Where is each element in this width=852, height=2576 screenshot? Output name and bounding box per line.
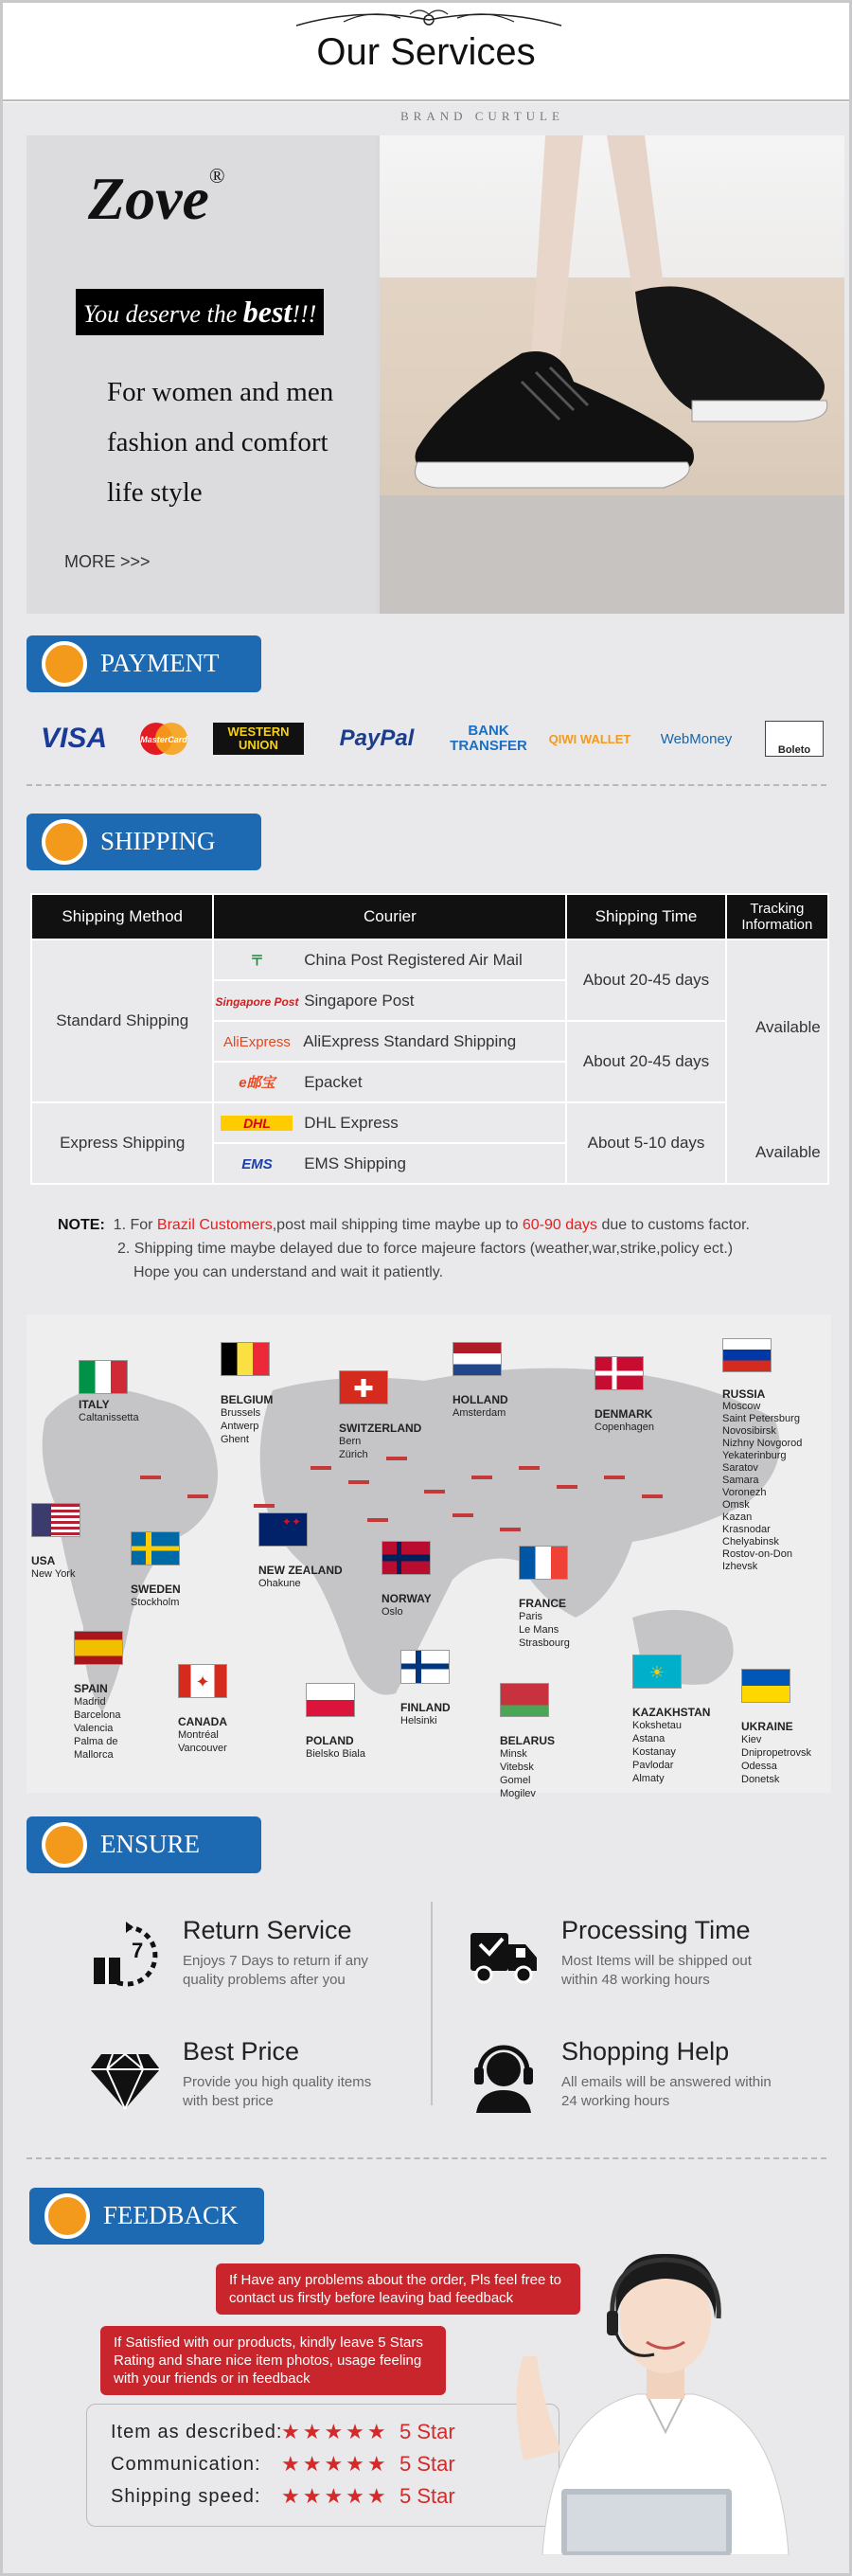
webmoney-logo: WebMoney — [660, 730, 733, 747]
ensure-item-desc: Most Items will be shipped out within 48 working hours — [561, 1953, 752, 1988]
svg-text:7: 7 — [132, 1939, 144, 1962]
five-star-bubble: If Satisfied with our products, kindly leave 5 Stars Rating and share nice item photos, usage feeling with your friends or in feedback — [100, 2326, 446, 2395]
country-ukraine: UKRAINE Kiev Dnipropetrovsk Odessa Donetsk — [741, 1655, 811, 1799]
return-box-icon — [88, 1920, 162, 1994]
column-header: Shipping Method — [31, 894, 213, 939]
note-line: Hope you can understand and wait it patiently. — [133, 1264, 444, 1280]
table-row — [31, 939, 828, 980]
spain-flag-icon — [74, 1631, 123, 1665]
mastercard-logo — [135, 718, 192, 760]
country-denmark: DENMARK Copenhagen — [595, 1343, 654, 1447]
country-finland: FINLAND Helsinki — [400, 1637, 451, 1741]
usa-flag-icon — [31, 1503, 80, 1537]
star-rating: ★★★★★ — [281, 2420, 389, 2443]
shipping-note: NOTE: 1. For Brazil Customers,post mail shipping time maybe up to 60-90 days due to customs factor. 2. Shipping time maybe delayed due to force majeure factors (weather,war,strike,policy ect.) Hope you can understand and wait it patiently. — [58, 1213, 750, 1284]
payment-methods — [31, 718, 826, 760]
ukraine-flag-icon — [741, 1669, 790, 1703]
ensure-item-desc: Enjoys 7 Days to return if any quality problems after you — [183, 1953, 368, 1988]
country-sweden: SWEDEN Stockholm — [131, 1518, 181, 1622]
table-row — [31, 1102, 828, 1143]
orange-dot-icon — [44, 2193, 90, 2239]
courier-cell: Singapore Post Singapore Post — [213, 980, 566, 1021]
diamond-icon — [88, 2041, 162, 2115]
ornament-icon — [287, 5, 571, 33]
country-belarus: BELARUS Minsk Vitebsk Gomel Mogilev — [500, 1670, 555, 1814]
shipping-title: SHIPPING — [100, 827, 216, 855]
rating-box — [86, 2404, 559, 2527]
qiwi-wallet-logo: QIWI WALLET — [548, 731, 631, 746]
orange-dot-icon — [42, 1822, 87, 1868]
country-italy: ITALY Caltanissetta — [79, 1360, 139, 1424]
shoe-illustration — [380, 135, 844, 614]
shipping-time-cell: About 20-45 days — [566, 1021, 725, 1102]
table-header-row — [31, 894, 828, 939]
world-map — [27, 1315, 831, 1799]
shipping-table — [30, 893, 829, 1185]
star-rating: ★★★★★ — [281, 2484, 389, 2508]
visa-logo: VISA — [40, 723, 108, 754]
courier-cell: e邮宝 Epacket — [213, 1062, 566, 1102]
country-france: FRANCE Paris Le Mans Strasbourg — [519, 1532, 570, 1663]
belarus-flag-icon — [500, 1683, 549, 1717]
payment-title: PAYMENT — [100, 649, 220, 677]
ensure-item-title: Processing Time — [561, 1916, 751, 1944]
ensure-item-title: Return Service — [183, 1916, 352, 1944]
canada-flag-icon: ✦ — [178, 1664, 227, 1698]
country-poland: POLAND Bielsko Biala — [306, 1670, 365, 1774]
orange-dot-icon — [42, 819, 87, 865]
svg-text:MasterCard: MasterCard — [140, 735, 187, 744]
new-zealand-flag-icon: ✦✦ — [258, 1512, 308, 1547]
contact-us-bubble: If Have any problems about the order, Pls feel free to contact us firstly before leaving bad feedback — [216, 2263, 580, 2315]
shopping-help-item — [467, 2037, 779, 2132]
page-title: Our Services — [316, 31, 536, 73]
headset-support-icon — [467, 2041, 541, 2115]
country-usa: USA New York — [31, 1490, 80, 1594]
epacket-logo: e邮宝 — [239, 1075, 275, 1091]
tagline: For women and men fashion and comfort life style — [107, 377, 334, 508]
note-label: NOTE: — [58, 1217, 105, 1233]
rating-label: Shipping speed: — [111, 2486, 261, 2507]
country-canada: ✦ CANADA Montréal Vancouver — [178, 1651, 227, 1768]
norway-flag-icon — [382, 1541, 431, 1575]
star-rating: ★★★★★ — [281, 2452, 389, 2476]
more-link[interactable]: MORE >>> — [64, 552, 151, 571]
availability-standard: Available — [755, 1018, 821, 1036]
kazakhstan-flag-icon: ☀ — [632, 1655, 682, 1689]
return-service-item — [88, 1916, 400, 2011]
holland-flag-icon — [453, 1342, 502, 1376]
feedback-section-tag — [29, 2188, 264, 2245]
country-kazakhstan: ☀ KAZAKHSTAN Kokshetau Astana Kostanay Pavlodar Almaty — [632, 1641, 710, 1798]
singapore-post-logo: Singapore Post — [215, 994, 299, 1009]
ems-logo: EMS — [241, 1155, 273, 1172]
note-line: 2. Shipping time maybe delayed due to force majeure factors (weather,war,strike,policy ect.) — [117, 1241, 734, 1257]
hero-text-panel — [27, 135, 377, 614]
bank-transfer-logo: BANK TRANSFER — [450, 723, 527, 754]
rating-label: Item as described: — [111, 2422, 283, 2442]
ensure-item-desc: Provide you high quality items with best price — [183, 2074, 372, 2109]
shipping-method-cell: Express Shipping — [31, 1102, 213, 1184]
shoe-photo — [380, 135, 844, 614]
availability-express: Available — [755, 1143, 821, 1161]
ensure-divider — [431, 1902, 433, 2105]
shipping-method-cell: Standard Shipping — [31, 939, 213, 1102]
ensure-item-title: Best Price — [183, 2037, 300, 2066]
column-header: Courier — [213, 894, 566, 939]
feedback-title: FEEDBACK — [103, 2201, 239, 2229]
sweden-flag-icon — [131, 1531, 180, 1565]
support-agent-illustration — [505, 2243, 826, 2555]
hero-banner — [27, 135, 844, 614]
switzerland-flag-icon: ✚ — [339, 1370, 388, 1404]
rating-label: Communication: — [111, 2454, 261, 2475]
column-header: Tracking Information — [726, 894, 828, 939]
column-header: Shipping Time — [566, 894, 725, 939]
brand-subtitle: BRAND CURTULE — [400, 109, 564, 123]
country-russia: RUSSIA Moscow Saint Petersburg Novosibirsk Nizhny Novgorod Yekaterinburg Saratov Samara Voronezh Omsk Kazan Krasnodar Chelyabinsk Rostov-on-Don Izhevsk — [722, 1326, 802, 1585]
country-switzerland: ✚ SWITZERLAND Bern Zürich — [339, 1357, 421, 1475]
deserve-slogan: You deserve the best!!! — [76, 289, 324, 335]
brand-logo: Zove® — [88, 164, 225, 232]
ensure-title: ENSURE — [100, 1830, 201, 1858]
belgium-flag-icon — [221, 1342, 270, 1376]
russia-flag-icon — [722, 1338, 772, 1372]
italy-flag-icon — [79, 1360, 128, 1394]
poland-flag-icon — [306, 1683, 355, 1717]
finland-flag-icon — [400, 1650, 450, 1684]
section-divider — [27, 2157, 826, 2159]
header — [3, 3, 849, 102]
rating-value: 5 Star — [399, 2452, 455, 2476]
processing-time-item — [467, 1916, 779, 2011]
courier-cell: AliExpress AliExpress Standard Shipping — [213, 1021, 566, 1062]
courier-cell: EMS EMS Shipping — [213, 1143, 566, 1184]
payment-section-tag — [27, 635, 261, 692]
paypal-logo: PayPal — [339, 725, 415, 751]
boleto-logo: Boleto — [765, 721, 824, 757]
shipping-time-cell: About 5-10 days — [566, 1102, 725, 1184]
country-belgium: BELGIUM Brussels Antwerp Ghent — [221, 1329, 273, 1459]
courier-cell: DHL DHL Express — [213, 1102, 566, 1143]
best-price-item — [88, 2037, 400, 2132]
country-spain: SPAIN Madrid Barcelona Valencia Palma de Mallorca — [74, 1618, 123, 1775]
orange-dot-icon — [42, 641, 87, 687]
delivery-truck-icon — [467, 1920, 541, 1994]
shipping-time-cell: About 20-45 days — [566, 939, 725, 1021]
country-holland: HOLLAND Amsterdam — [453, 1329, 508, 1433]
aliexpress-logo: AliExpress — [223, 1033, 291, 1050]
france-flag-icon — [519, 1546, 568, 1580]
western-union-logo: WESTERN UNION — [213, 723, 304, 755]
dhl-logo: DHL — [221, 1116, 293, 1131]
ensure-item-title: Shopping Help — [561, 2037, 730, 2066]
section-divider — [27, 784, 826, 786]
shipping-section-tag — [27, 814, 261, 870]
country-norway: NORWAY Oslo — [382, 1528, 432, 1632]
header-divider — [3, 99, 849, 101]
rating-value: 5 Star — [399, 2484, 455, 2508]
china-post-icon: 〒 — [249, 953, 264, 969]
country-new-zealand: ✦✦ NEW ZEALAND Ohakune — [258, 1499, 343, 1603]
ensure-section-tag — [27, 1816, 261, 1873]
denmark-flag-icon — [595, 1356, 644, 1390]
courier-cell: 〒 China Post Registered Air Mail — [213, 939, 566, 980]
rating-value: 5 Star — [399, 2420, 455, 2443]
ensure-item-desc: All emails will be answered within 24 working hours — [561, 2074, 772, 2109]
